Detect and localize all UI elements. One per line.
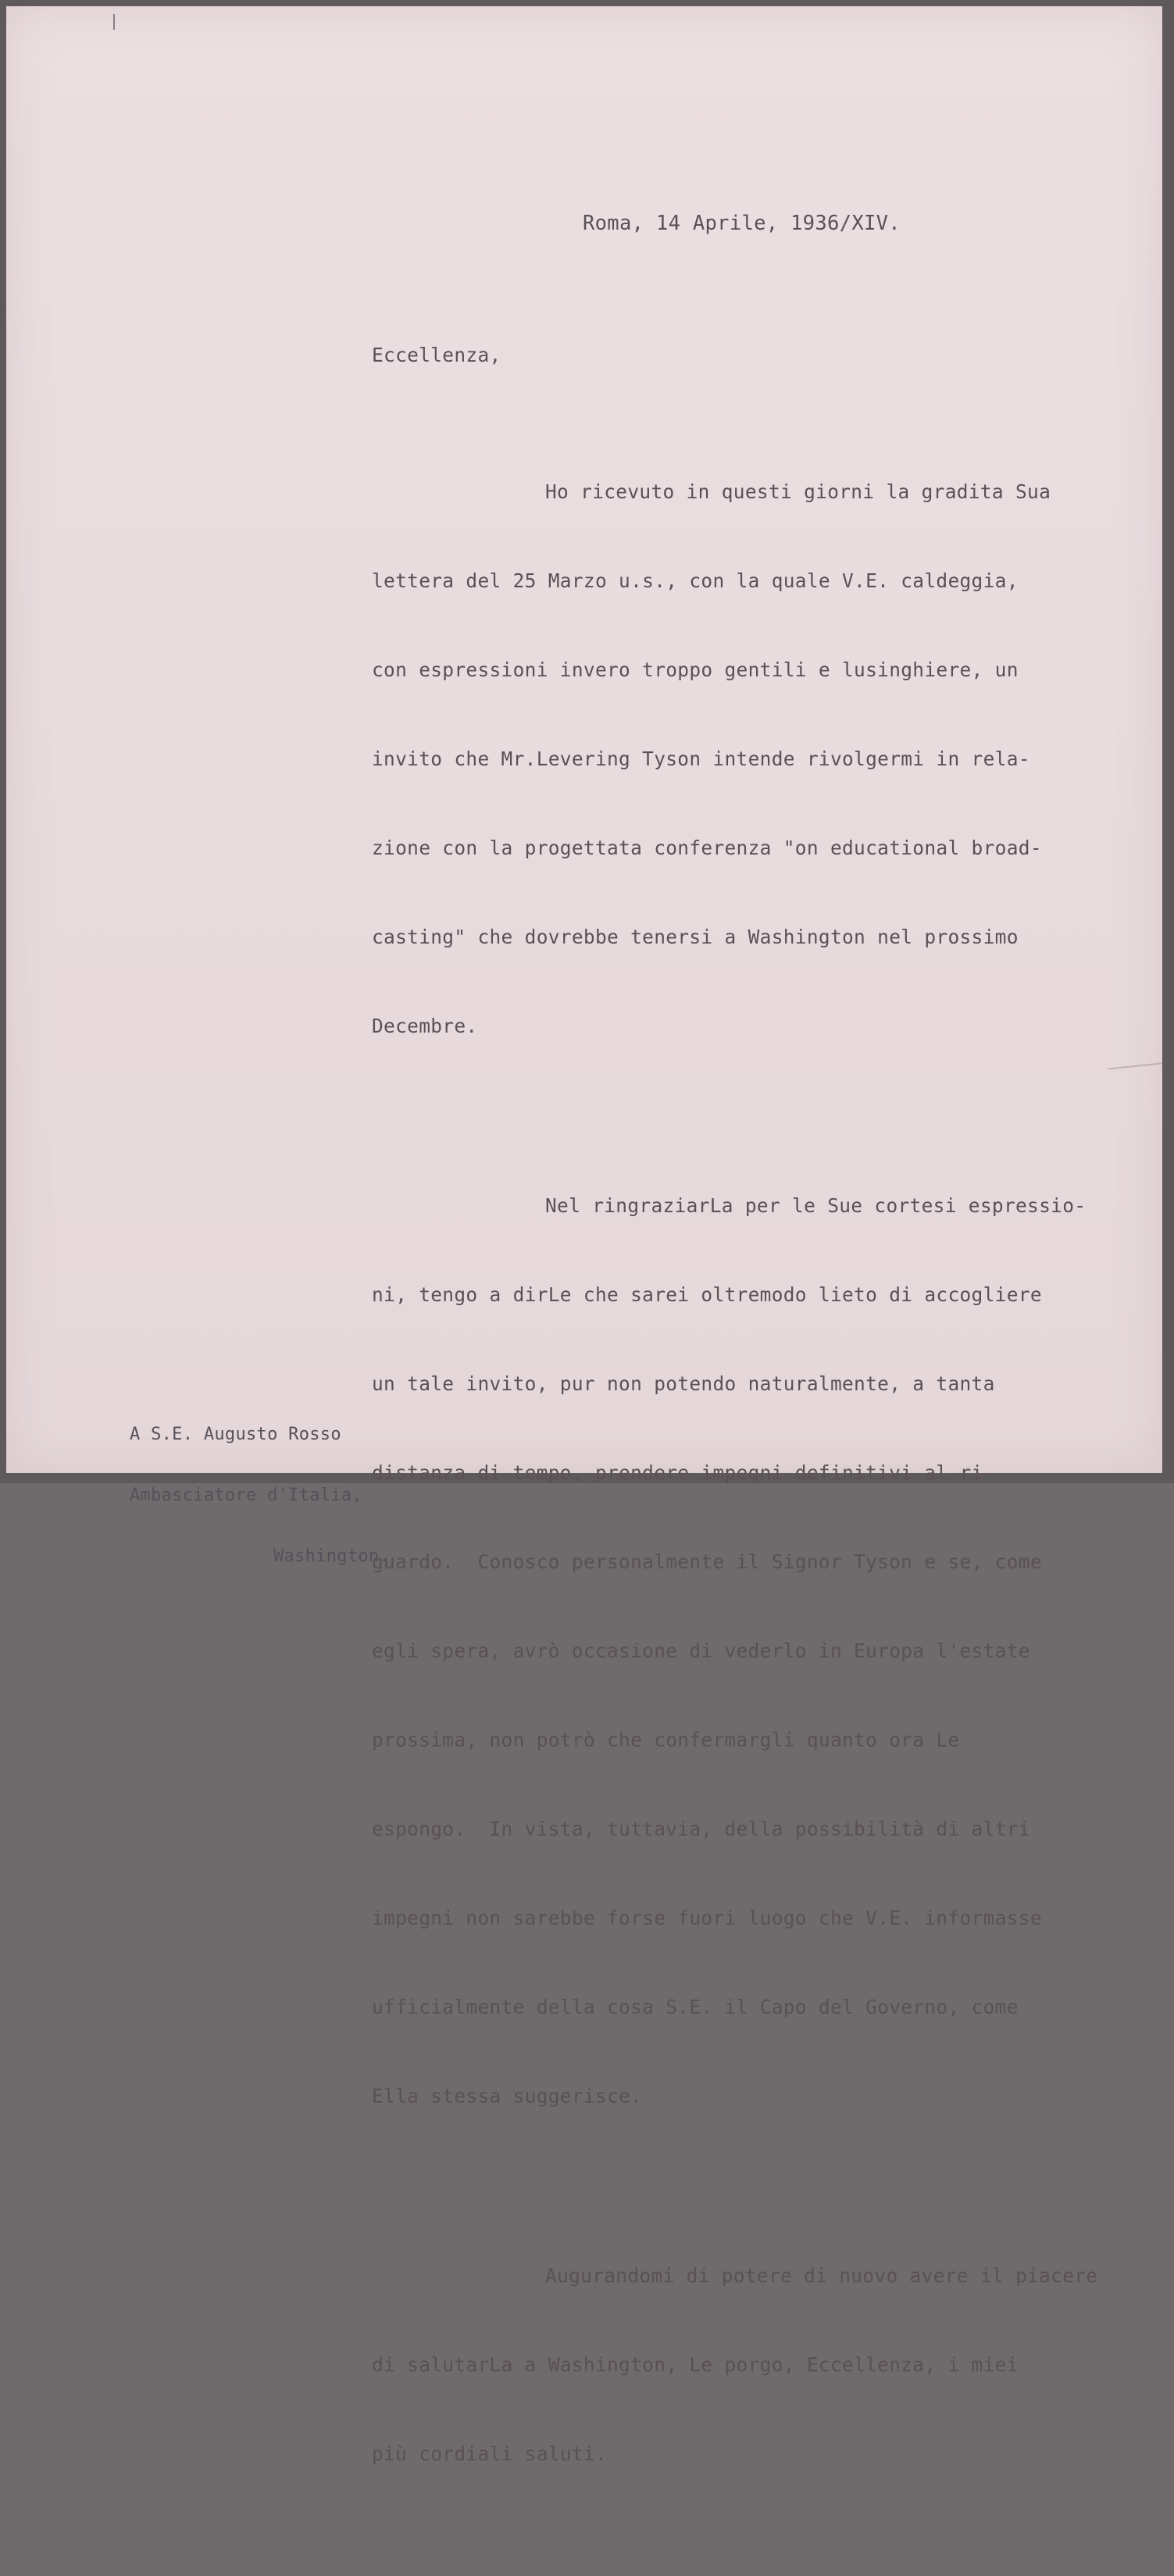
body-line: lettera del 25 Marzo u.s., con la quale V.E. caldeggia, xyxy=(372,569,1019,592)
letter-sheet xyxy=(6,6,1162,2465)
body-line: prossima, non potrò che confermargli quanto ora Le xyxy=(372,1729,960,1751)
paragraph-3 xyxy=(372,2218,1114,2531)
body-line: espongo. In vista, tuttavia, della possibilità di altri xyxy=(372,1818,1030,1840)
body-line: Ho ricevuto in questi giorni la gradita Sua xyxy=(545,480,1051,503)
body-line: invito che Mr.Levering Tyson intende rivolgermi in rela- xyxy=(372,747,1030,770)
address-line-2: Ambasciatore d'Italia, xyxy=(130,1486,362,1505)
body-line: Augurandomi di potere di nuovo avere il piacere xyxy=(545,2264,1098,2287)
body-line: impegni non sarebbe forse fuori luogo che V.E. informasse xyxy=(372,1907,1042,1929)
body-line: Decembre. xyxy=(372,1015,478,1037)
body-line: di salutarLa a Washington, Le porgo, Eccellenza, i miei xyxy=(372,2353,1019,2376)
body-line: guardo. Conosco personalmente il Signor Tyson e se, come xyxy=(372,1550,1042,1573)
body-line: un tale invito, pur non potendo naturalmente, a tanta xyxy=(372,1372,995,1395)
body-line: egli spera, avrò occasione di vederlo in Europa l'estate xyxy=(372,1639,1030,1662)
body-line: casting" che dovrebbe tenersi a Washington nel prossimo xyxy=(372,926,1019,948)
margin-mark xyxy=(113,14,115,30)
body-line: zione con la progettata conferenza "on educational broad- xyxy=(372,837,1042,859)
address-line-1: A S.E. Augusto Rosso xyxy=(130,1425,341,1444)
paragraph-2 xyxy=(372,1148,1114,2173)
body-line: più cordiali saluti. xyxy=(372,2442,608,2465)
edge-scratch xyxy=(1108,1062,1162,1069)
letter-salutation: Eccellenza, xyxy=(372,344,501,366)
body-line: con espressioni invero troppo gentili e lusinghiere, un xyxy=(372,658,1019,681)
body-line: Nel ringraziarLa per le Sue cortesi espressio- xyxy=(545,1194,1087,1217)
body-line: ufficialmente della cosa S.E. il Capo del Governo, come xyxy=(372,1996,1019,2018)
paragraph-1 xyxy=(372,434,1114,1103)
body-line: ni, tengo a dirLe che sarei oltremodo lieto di accogliere xyxy=(372,1283,1042,1306)
recipient-address xyxy=(130,1384,390,1607)
body-line: distanza di tempo, prendere impegni definitivi al ri- xyxy=(372,1461,995,1484)
letter-date: Roma, 14 Aprile, 1936/XIV. xyxy=(583,212,901,235)
body-line: Ella stessa suggerisce. xyxy=(372,2085,643,2107)
letter-body xyxy=(372,389,1114,2576)
address-line-3: Washington. xyxy=(273,1547,390,1566)
